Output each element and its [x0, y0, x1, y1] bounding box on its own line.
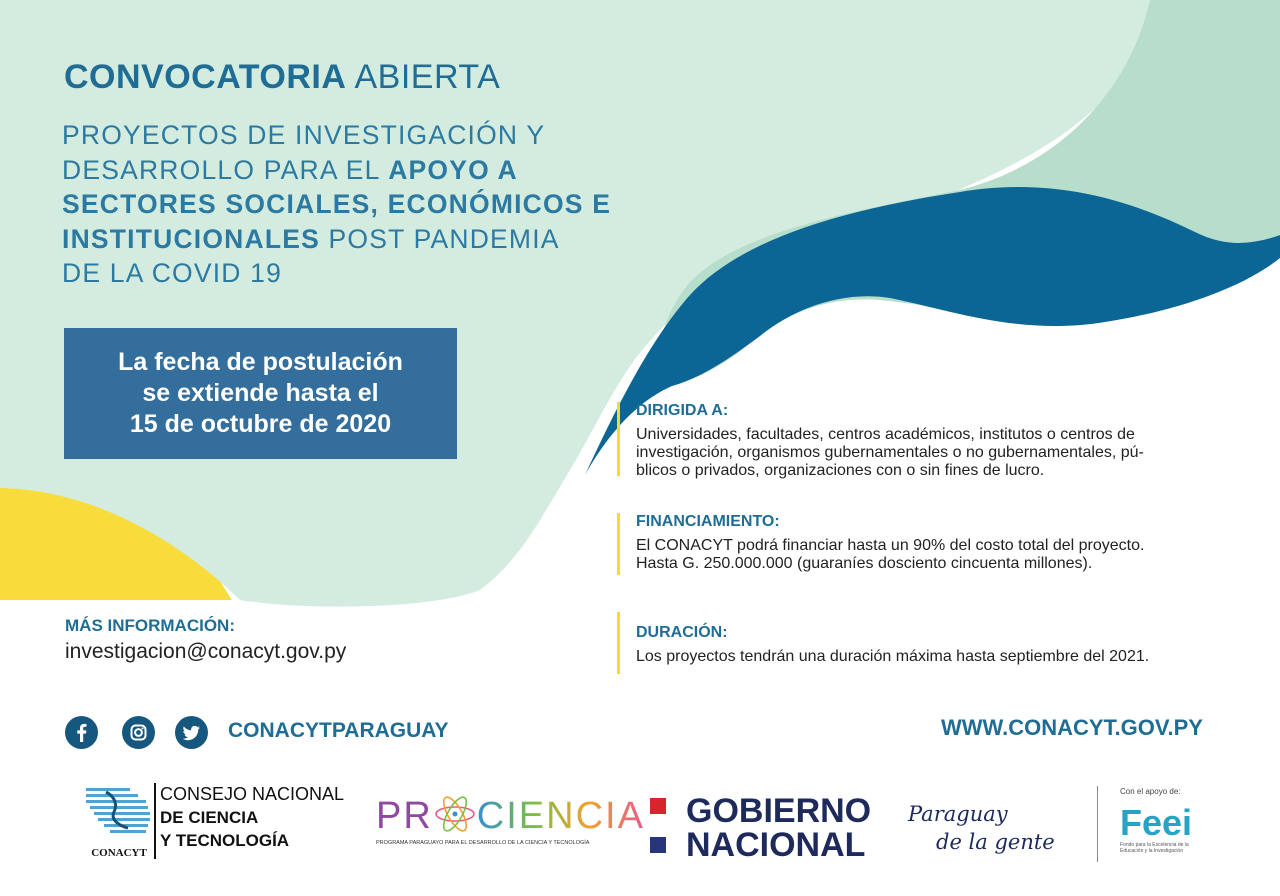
- conacyt-line-3: Y TECNOLOGÍA: [160, 831, 290, 850]
- subtitle-line-4: [62, 222, 702, 257]
- social-handle[interactable]: CONACYTPARAGUAY: [228, 719, 449, 742]
- paraguay-de-la-gente-logo: [908, 800, 1055, 856]
- headline: [64, 58, 500, 97]
- duracion-line-1: Los proyectos tendrán una duración máxima hasta septiembre del 2021.: [636, 648, 1150, 665]
- subtitle-line-4b: POST PANDEMIA: [319, 223, 560, 254]
- financiamiento-line-1: El CONACYT podrá financiar hasta un 90% del costo total del proyecto.: [636, 537, 1145, 554]
- duracion-heading: DURACIÓN:: [636, 624, 728, 641]
- conacyt-divider: [154, 783, 156, 859]
- subtitle-line-5: DE LA COVID 19: [62, 258, 283, 288]
- info-financiamiento: [617, 513, 1144, 575]
- subtitle-line-2: [62, 153, 702, 188]
- feei-support-text: Con el apoyo de:: [1120, 787, 1181, 796]
- dirigida-heading: DIRIGIDA A:: [636, 402, 729, 419]
- subtitle-line-3: [62, 187, 702, 222]
- feei-divider: [1097, 786, 1098, 862]
- deadline-line-3: 15 de octubre de 2020: [129, 410, 392, 438]
- financiamiento-heading: FINANCIAMIENTO:: [636, 513, 780, 530]
- conacyt-wordmark: [160, 783, 344, 852]
- deadline-line-1: La fecha de postulación: [118, 348, 403, 376]
- deadline-line-2: se extiende hasta el: [142, 379, 379, 407]
- flag-red-square: [650, 798, 666, 814]
- headline-light: ABIERTA: [354, 58, 501, 96]
- contact-email[interactable]: investigacion@conacyt.gov.py: [65, 640, 347, 663]
- prociencia-rest: CIENCIA: [476, 795, 645, 837]
- paraguay-line-2: de la gente: [936, 830, 1055, 854]
- subtitle-line-2b: APOYO A: [388, 154, 518, 185]
- dirigida-line-3: blicos o privados, organizaciones con o sin fines de lucro.: [636, 462, 1045, 479]
- instagram-icon[interactable]: [122, 716, 155, 749]
- conacyt-line-2: DE CIENCIA: [160, 808, 259, 827]
- conacyt-line-1: CONSEJO NACIONAL: [160, 784, 345, 804]
- website-link[interactable]: WWW.CONACYT.GOV.PY: [941, 715, 1203, 740]
- feei-logo: [1120, 787, 1192, 854]
- gobierno-line-2: NACIONAL: [686, 826, 866, 864]
- feei-tagline-2: Educación y la Investigación: [1120, 848, 1184, 854]
- flag-blue-square: [650, 837, 666, 853]
- twitter-icon[interactable]: [175, 716, 208, 749]
- prociencia-pr: PR: [376, 795, 433, 837]
- contact-heading: MÁS INFORMACIÓN:: [65, 616, 235, 635]
- conacyt-acronym: CONACYT: [91, 847, 147, 859]
- subtitle-line-4a: INSTITUCIONALES: [62, 223, 320, 254]
- subtitle-line-2a: DESARROLLO PARA EL: [62, 154, 389, 185]
- info-duracion: [617, 612, 1149, 674]
- conacyt-emblem: [84, 782, 154, 858]
- dirigida-line-1: Universidades, facultades, centros académicos, institutos o centros de: [636, 426, 1135, 443]
- subtitle-line-3-text: SECTORES SOCIALES, ECONÓMICOS E: [62, 189, 612, 219]
- dirigida-line-2: investigación, organismos gubernamentales o no gubernamentales, pú-: [636, 444, 1144, 461]
- prociencia-tagline: PROGRAMA PARAGUAYO PARA EL DESARROLLO DE LA CIENCIA Y TECNOLOGÍA: [376, 840, 590, 846]
- info-dirigida: [617, 402, 1144, 479]
- paraguay-line-1: Paraguay: [908, 802, 1008, 826]
- subtitle: [62, 118, 702, 291]
- facebook-icon[interactable]: [65, 716, 98, 749]
- gobierno-line-1: GOBIERNO: [686, 792, 872, 830]
- headline-bold: CONVOCATORIA: [64, 58, 347, 96]
- deadline-box: [64, 328, 457, 459]
- feei-tagline-1: Fondo para la Excelencia de la: [1120, 842, 1189, 848]
- atom-icon: [433, 801, 477, 831]
- subtitle-line-1: PROYECTOS DE INVESTIGACIÓN Y: [62, 120, 546, 150]
- prociencia-logo: [376, 795, 645, 846]
- feei-wordmark: Feei: [1120, 802, 1193, 843]
- financiamiento-line-2: Hasta G. 250.000.000 (guaraníes dosciento cincuenta millones).: [636, 555, 1093, 572]
- gobierno-wordmark: [686, 794, 871, 862]
